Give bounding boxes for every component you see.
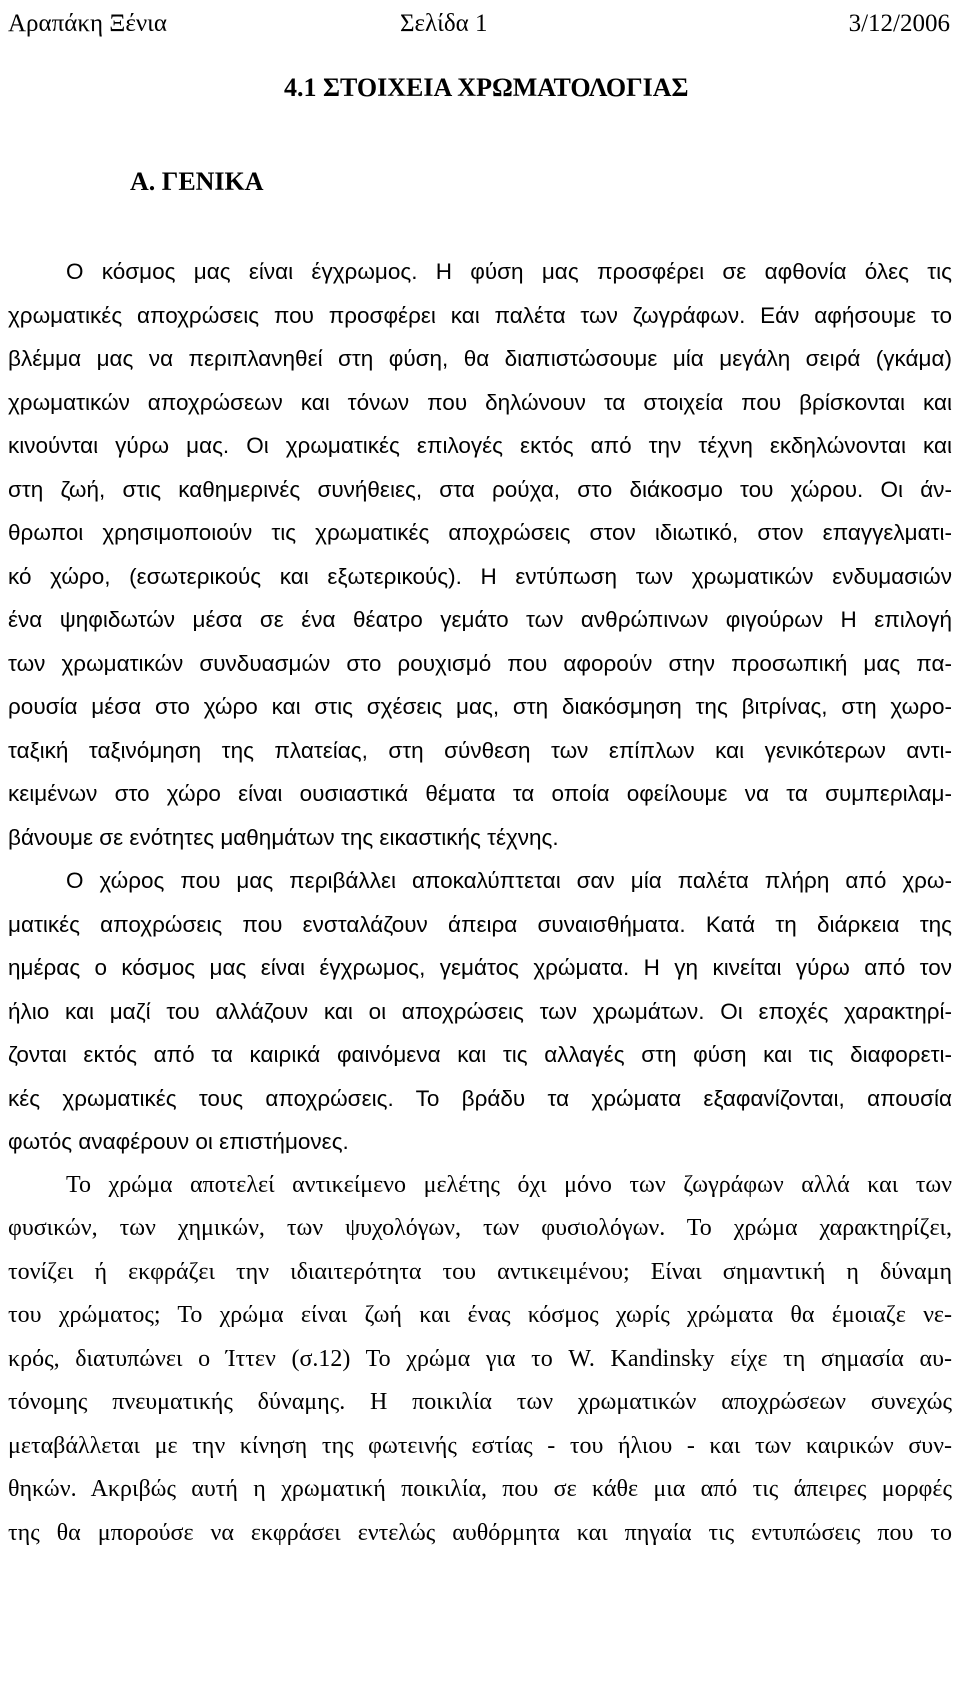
text-line: χρωματικές αποχρώσεις που προσφέρει και παλέτα των ζωγράφων. Εάν αφήσουμε το [8,302,952,328]
text-line: μεταβάλλεται με την κίνηση της φωτεινής εστίας - του ήλιου - και των καιρικών συν- [8,1432,952,1459]
text-line: θηκών. Ακριβώς αυτή η χρωματική ποικιλία, που σε κάθε μια από τις άπειρες μορφές [8,1476,952,1502]
text-line: κινούνται γύρω μας. Οι χρωματικές επιλογές εκτός από την τέχνη εκδηλώνονται και [8,433,952,458]
text-line: των χρωματικών συνδυασμών στο ρουχισμό που αφορούν στην προσωπική μας πα- [8,650,952,676]
text-line: Το χρώμα αποτελεί αντικείμενο μελέτης όχι μόνο των ζωγράφων αλλά και των [66,1171,952,1198]
header-page-number: Σελίδα 1 [400,10,488,37]
document-page [8,0,952,1682]
text-line: Ο κόσμος μας είναι έγχρωμος. Η φύση μας προσφέρει σε αφθονία όλες τις [66,259,952,284]
text-line: ματικές αποχρώσεις που ενσταλάζουν άπειρα συναισθήματα. Κατά τη διάρκεια της [8,911,952,937]
text-line: ένα ψηφιδωτών μέσα σε ένα θέατρο γεμάτο των ανθρώπινων φιγούρων Η επιλογή [8,607,952,632]
text-line: χρωματικών αποχρώσεων και τόνων που δηλώνουν τα στοιχεία που βρίσκονται και [8,389,952,415]
text-line: ρουσία μέσα στο χώρο και στις σχέσεις μας, στη διακόσμηση της βιτρίνας, στη χωρο- [8,694,952,719]
body-text [8,250,952,1555]
text-line: τόνομης πνευματικής δύναμης. Η ποικιλία των χρωματικών αποχρώσεων συνεχώς [8,1389,952,1415]
header-author: Αραπάκη Ξένια [8,10,167,37]
page-header [8,4,952,44]
text-line: βλέμμα μας να περιπλανηθεί στη φύση, θα διαπιστώσουμε μία μεγάλη σειρά (γκάμα) [8,346,952,371]
text-line: κές χρωματικές τους αποχρώσεις. Το βράδυ τα χρώματα εξαφανίζονται, απουσία [8,1085,952,1111]
section-title: 4.1 ΣΤΟΙΧΕΙΑ ΧΡΩΜΑΤΟΛΟΓΙΑΣ [284,73,689,102]
text-line: κρός, διατυπώνει ο Ίττεν (σ.12) Το χρώμα για το W. Kandinsky είχε τη σημασία αυ- [8,1345,952,1372]
text-line: ταξική ταξινόμηση της πλατείας, στη σύνθεση των επίπλων και γενικότερων αντι- [8,737,952,763]
text-line: της θα μπορούσε να εκφράσει εντελώς αυθόρμητα και πηγαία τις εντυπώσεις που το [8,1519,952,1546]
header-date: 3/12/2006 [848,10,950,37]
text-line: ζονται εκτός από τα καιρικά φαινόμενα και τις αλλαγές στη φύση και τις διαφορετι- [8,1042,952,1067]
text-line: βάνουμε σε ενότητες μαθημάτων της εικαστικής τέχνης. [8,824,559,850]
text-line: τονίζει ή εκφράζει την ιδιαιτερότητα του αντικειμένου; Είναι σημαντική η δύναμη [8,1258,952,1285]
text-line: φωτός αναφέρουν οι επιστήμονες. [8,1129,349,1154]
text-line: θρωποι χρησιμοποιούν τις χρωματικές αποχρώσεις στον ιδιωτικό, στον επαγγελματι- [8,520,952,545]
subsection-title: Α. ΓΕΝΙΚΑ [130,167,264,196]
text-line: κειμένων στο χώρο είναι ουσιαστικά θέματα τα οποία οφείλουμε να τα συμπεριλαμ- [8,781,952,806]
text-line: ημέρας ο κόσμος μας είναι έγχρωμος, γεμάτος χρώματα. Η γη κινείται γύρω από τον [8,955,952,980]
text-line: του χρώματος; Το χρώμα είναι ζωή και ένας κόσμος χωρίς χρώματα θα έμοιαζε νε- [8,1302,952,1328]
text-line: ήλιο και μαζί του αλλάζουν και οι αποχρώσεις των χρωμάτων. Οι εποχές χαρακτηρί- [8,998,952,1024]
text-line: κό χώρο, (εσωτερικούς και εξωτερικούς). Η εντύπωση των χρωματικών ενδυμασιών [8,563,952,589]
text-line: φυσικών, των χημικών, των ψυχολόγων, των φυσιολόγων. Το χρώμα χαρακτηρίζει, [8,1215,952,1241]
text-line: Ο χώρος που μας περιβάλλει αποκαλύπτεται σαν μία παλέτα πλήρη από χρω- [66,868,952,893]
text-line: στη ζωή, στις καθημερινές συνήθειες, στα ρούχα, στο διάκοσμο του χώρου. Οι άν- [8,476,952,502]
